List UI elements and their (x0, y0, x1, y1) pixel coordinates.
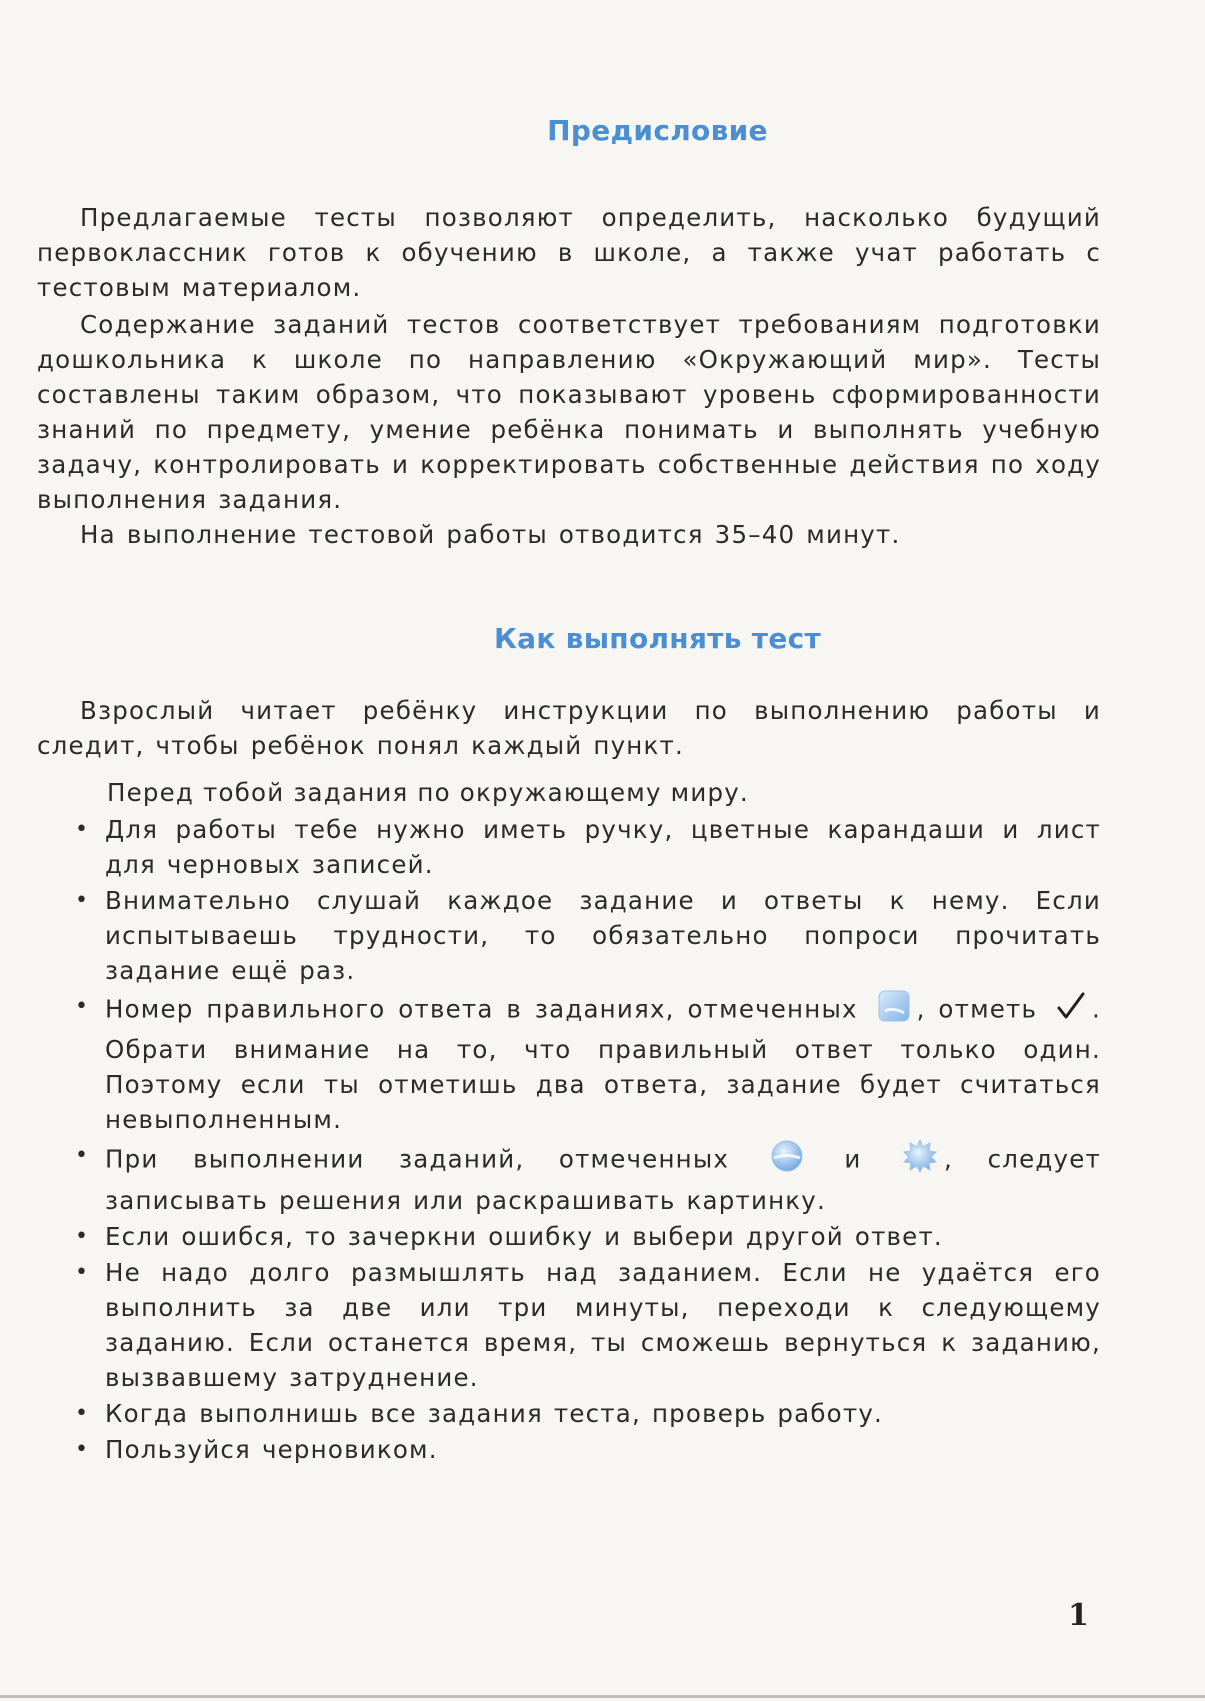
list-item: • Пользуйся черновиком. (70, 1432, 1101, 1467)
list-item: • При выполнении заданий, отмеченных и , следует записывать решения или раскрашивать картинку. (70, 1138, 1101, 1218)
list-item: • Для работы тебе нужно иметь ручку, цветные карандаши и лист для черновых записей. (70, 812, 1101, 882)
blue-starburst-icon (902, 1138, 938, 1183)
list-item: • Если ошибся, то зачеркни ошибку и выбери другой ответ. (70, 1219, 1101, 1254)
blue-square-icon (877, 989, 911, 1032)
bullet-icon: • (75, 1260, 90, 1285)
section-title-how-to: Как выполнять тест (493, 622, 822, 655)
list-item: • Когда выполнишь все задания теста, проверь работу. (70, 1396, 1101, 1431)
page-number: 1 (1068, 1598, 1089, 1633)
bullet-icon: • (75, 994, 90, 1019)
page-bottom-edge (0, 1695, 1205, 1698)
bullet-icon: • (75, 888, 90, 913)
bullet-icon: • (75, 817, 90, 842)
instructions-intro: Перед тобой задания по окружающему миру. (107, 778, 749, 807)
preface-paragraph-1: Предлагаемые тесты позволяют определить, насколько будущий первоклассник готов к обучению в школе, а также учат работать с тестовым материалом. (37, 203, 1101, 302)
preface-paragraph-3: На выполнение тестовой работы отводится 35–40 минут. (80, 520, 901, 549)
list-item: • Номер правильного ответа в заданиях, отмеченных , отметь . Обрати внимание на то, что правильный ответ только один. Поэтому если ты отметишь два ответа, задание будет считаться невыполненным. (70, 989, 1101, 1137)
list-item: • Внимательно слушай каждое задание и ответы к нему. Если испытываешь трудности, то обязательно попроси прочитать задание ещё раз. (70, 883, 1101, 988)
how-to-paragraph: Взрослый читает ребёнку инструкции по выполнению работы и следит, чтобы ребёнок понял каждый пункт. (37, 696, 1101, 760)
preface-paragraph-2: Содержание заданий тестов соответствует требованиям подготовки дошкольника к школе по направлению «Окружающий мир». Тесты составлены таким образом, что показывают уровень сформированности знаний по предмету, умение ребёнка понимать и выполнять учебную задачу, контролировать и корректировать собственные действия по ходу выполнения задания. (37, 310, 1101, 514)
bullet-icon: • (75, 1143, 90, 1168)
bullet-icon: • (75, 1437, 90, 1462)
blue-circle-icon (770, 1139, 804, 1182)
list-item: • Не надо долго размышлять над заданием. Если не удаётся его выполнить за две или три минуты, переходи к следующему заданию. Если останется время, ты сможешь вернуться к заданию, вызвавшему затруднение. (70, 1255, 1101, 1395)
instructions-list (70, 812, 1101, 1468)
bullet-icon: • (75, 1224, 90, 1249)
bullet-icon: • (75, 1401, 90, 1426)
checkmark-icon (1056, 991, 1086, 1030)
section-title-preface: Предисловие (547, 114, 768, 147)
